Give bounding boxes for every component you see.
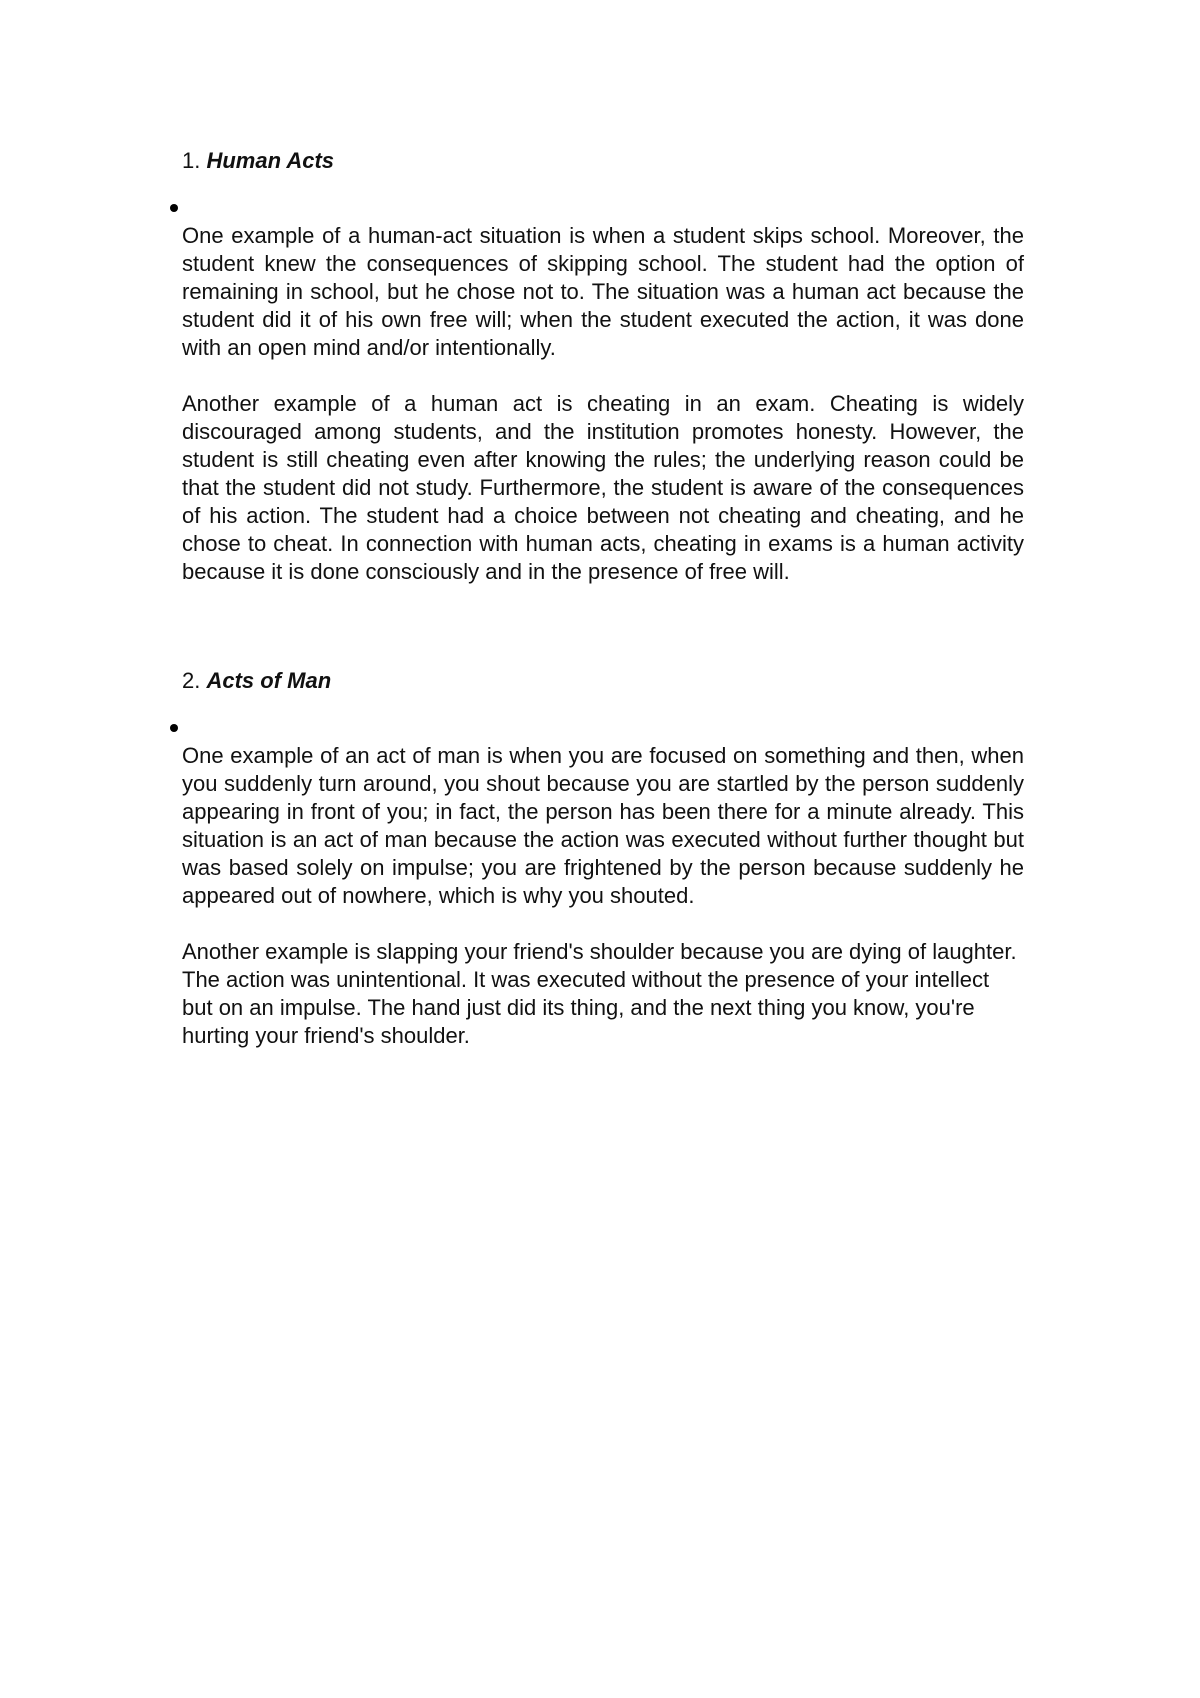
section-human-acts: [182, 146, 1024, 586]
document-body: [182, 146, 1024, 1050]
bullet-icon: [170, 204, 178, 212]
section-heading: [182, 146, 1024, 176]
section-title: Human Acts: [206, 148, 335, 173]
paragraph: One example of a human-act situation is when a student skips school. Moreover, the student knew the consequences of skipping school. The student had the option of remaining in school, but he chose not to. The situation was a human act because the student did it of his own free will; when the student executed the action, it was done with an open mind and/or intentionally.: [182, 223, 1024, 360]
section-acts-of-man: [182, 666, 1024, 1050]
paragraph: One example of an act of man is when you are focused on something and then, when you suddenly turn around, you shout because you are startled by the person suddenly appearing in front of you; in fact, the person has been there for a minute already. This situation is an act of man because the action was executed without further thought but was based solely on impulse; you are frightened by the person because suddenly he appeared out of nowhere, which is why you shouted.: [182, 743, 1024, 908]
section-title: Acts of Man: [206, 668, 332, 693]
section-number: 2.: [182, 668, 201, 693]
paragraph: Another example is slapping your friend's shoulder because you are dying of laughter. The action was unintentional. It was executed without the presence of your intellect but on an impulse. The hand just did its thing, and the next thing you know, you're hurting your friend's shoulder.: [182, 939, 1017, 1048]
section-heading: [182, 666, 1024, 696]
bullet-icon: [170, 724, 178, 732]
section-number: 1.: [182, 148, 201, 173]
paragraph: Another example of a human act is cheating in an exam. Cheating is widely discouraged among students, and the institution promotes honesty. However, the student is still cheating even after knowing the rules; the underlying reason could be that the student did not study. Furthermore, the student is aware of the consequences of his action. The student had a choice between not cheating and cheating, and he chose to cheat. In connection with human acts, cheating in exams is a human activity because it is done consciously and in the presence of free will.: [182, 391, 1024, 584]
